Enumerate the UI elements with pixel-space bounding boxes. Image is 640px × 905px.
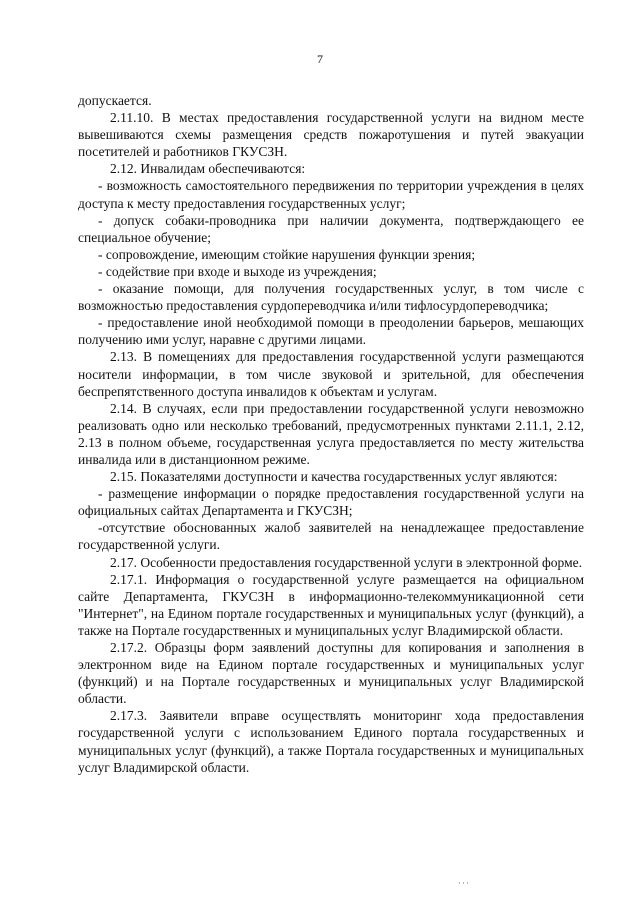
paragraph-continuation: допускается. — [78, 93, 152, 108]
list-item: - предоставление иной необходимой помощи в преодолении барьеров, мешающих получению ими услуг, наравне с другими лицами. — [78, 315, 584, 348]
list-item: - возможность самостоятельного передвижения по территории учреждения в целях доступа к месту предоставления государственных услуг; — [78, 178, 584, 211]
page-number: 7 — [317, 52, 323, 66]
footer-mark: ··· — [458, 878, 470, 888]
list-item: - допуск собаки-проводника при наличии документа, подтверждающего ее специальное обучение; — [78, 212, 584, 245]
list-item: -отсутствие обоснованных жалоб заявителей на ненадлежащее предоставление государственной услуги. — [78, 520, 584, 553]
list-item: - размещение информации о порядке предоставления государственной услуги на официальных сайтах Департамента и ГКУСЗН; — [78, 486, 584, 519]
paragraph-2-13: 2.13. В помещениях для предоставления государственной услуги размещаются носители информации, в том числе звуковой и зрительной, для обеспечения беспрепятственного доступа инвалидов к объектам и услугам. — [78, 349, 584, 399]
list-item: - сопровождение, имеющим стойкие нарушения функции зрения; — [98, 246, 476, 262]
paragraph-2-11-10: 2.11.10. В местах предоставления государственной услуги на видном месте вывешиваются схемы размещения средств пожаротушения и путей эвакуации посетителей и работников ГКУСЗН. — [78, 110, 584, 160]
paragraph-2-12: 2.12. Инвалидам обеспечиваются: — [110, 161, 306, 177]
list-item: - содействие при входе и выходе из учреждения; — [98, 263, 377, 279]
paragraph-2-17-1: 2.17.1. Информация о государственной услуге размещается на официальном сайте Департамента, ГКУСЗН в информационно-телекоммуникационной сети "Интернет", на Едином портале государственных и муниципальных услуг (функций), а также на Портале государственных и муниципальных услуг Владимирской области. — [78, 571, 584, 638]
paragraph-2-14: 2.14. В случаях, если при предоставлении государственной услуги невозможно реализовать одно или несколько требований, предусмотренных пунктами 2.11.1, 2.12, 2.13 в полном объеме, государственная услуга предоставляется по месту жительства инвалида или в дистанционном режиме. — [78, 400, 584, 467]
list-item: - оказание помощи, для получения государственных услуг, в том числе с возможностью предоставления сурдопереводчика и/или тифлосурдопереводчика; — [78, 281, 584, 314]
document-body — [78, 92, 584, 776]
paragraph-2-17: 2.17. Особенности предоставления государственной услуги в электронной форме. — [110, 554, 583, 570]
paragraph-2-17-2: 2.17.2. Образцы форм заявлений доступны для копирования и заполнения в электронном виде на Едином портале государственных и муниципальных услуг (функций) и на Портале государственных и муниципальных услуг Владимирской области. — [78, 640, 584, 707]
paragraph-2-17-3: 2.17.3. Заявители вправе осуществлять мониторинг хода предоставления государственной услуги с использованием Единого портала государственных и муниципальных услуг (функций), а также Портала государственных и муниципальных услуг Владимирской области. — [78, 708, 584, 775]
paragraph-2-15: 2.15. Показателями доступности и качества государственных услуг являются: — [110, 469, 558, 485]
